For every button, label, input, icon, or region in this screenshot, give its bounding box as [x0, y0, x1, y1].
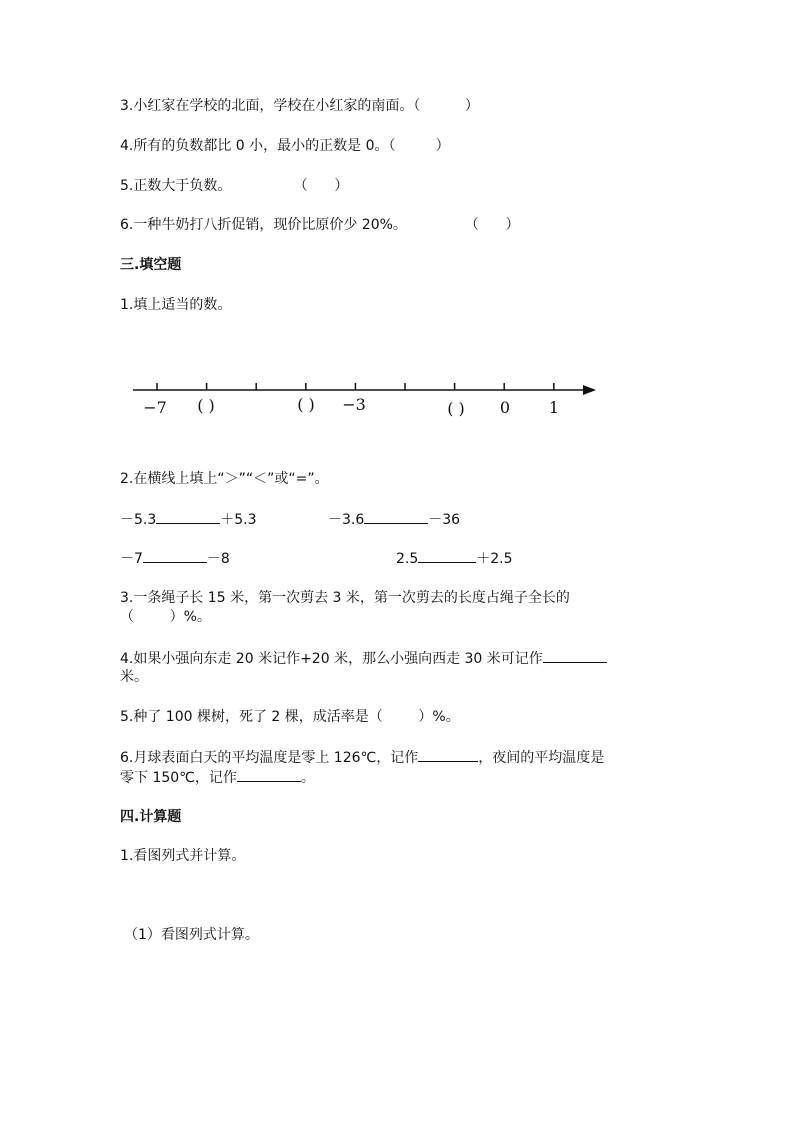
answer-blank[interactable]: [418, 747, 478, 762]
label-blank-2: ( ): [297, 395, 315, 414]
question-fill-numbers: 1.填上适当的数。: [120, 297, 232, 313]
label-one: 1: [548, 398, 560, 417]
label-blank-3: ( ): [447, 399, 465, 418]
answer-blank[interactable]: [237, 767, 301, 782]
section-title-calculation: 四.计算题: [120, 809, 182, 825]
number-line-figure: [0, 370, 794, 430]
judgement-item-3: 3.小红家在学校的北面，学校在小红家的南面。（ ）: [120, 98, 479, 114]
question-moon-line1: 6.月球表面白天的平均温度是零上 126℃，记作 ，夜间的平均温度是: [120, 747, 604, 768]
number-line-arrow: [583, 385, 596, 395]
answer-blank[interactable]: [143, 548, 207, 563]
label-minus-3: −3: [342, 395, 366, 414]
section-title-fill-in: 三.填空题: [120, 257, 182, 273]
compare-row-2-left: －7 －8: [120, 548, 230, 569]
question-moon-line2: 零下 150℃，记作 。: [120, 767, 315, 788]
judgement-item-6: 6.一种牛奶打八折促销，现价比原价少 20%。 （ ）: [120, 217, 520, 233]
subquestion-1: （1）看图列式计算。: [124, 927, 259, 943]
label-minus-7: −7: [143, 398, 167, 417]
question-west-line2: 米。: [120, 669, 148, 685]
compare-row-1-right: －3.6 －36: [328, 509, 460, 530]
answer-blank[interactable]: [418, 548, 476, 563]
answer-blank[interactable]: [156, 509, 220, 524]
judgement-item-5: 5.正数大于负数。 （ ）: [120, 178, 349, 194]
question-look-and-calc: 1.看图列式并计算。: [120, 848, 246, 864]
answer-blank[interactable]: [364, 509, 428, 524]
label-blank-1: ( ): [197, 396, 215, 415]
answer-blank[interactable]: [543, 648, 607, 663]
compare-row-2-right: 2.5 ＋2.5: [396, 548, 513, 569]
label-zero: 0: [499, 398, 511, 417]
question-west-line1: 4.如果小强向东走 20 米记作+20 米，那么小强向西走 30 米可记作: [120, 648, 607, 669]
number-line-ticks: [157, 383, 554, 390]
judgement-item-4: 4.所有的负数都比 0 小，最小的正数是 0。（ ）: [120, 138, 450, 154]
question-survival-rate: 5.种了 100 棵树，死了 2 棵，成活率是（ ）%。: [120, 709, 460, 725]
compare-row-1-left: －5.3 ＋5.3: [120, 509, 257, 530]
question-rope-line1: 3.一条绳子长 15 米，第一次剪去 3 米，第一次剪去的长度占绳子全长的: [120, 590, 570, 606]
question-compare: 2.在横线上填上“＞”“＜”或“=”。: [120, 471, 329, 487]
question-rope-line2: （ ）%。: [120, 609, 211, 625]
